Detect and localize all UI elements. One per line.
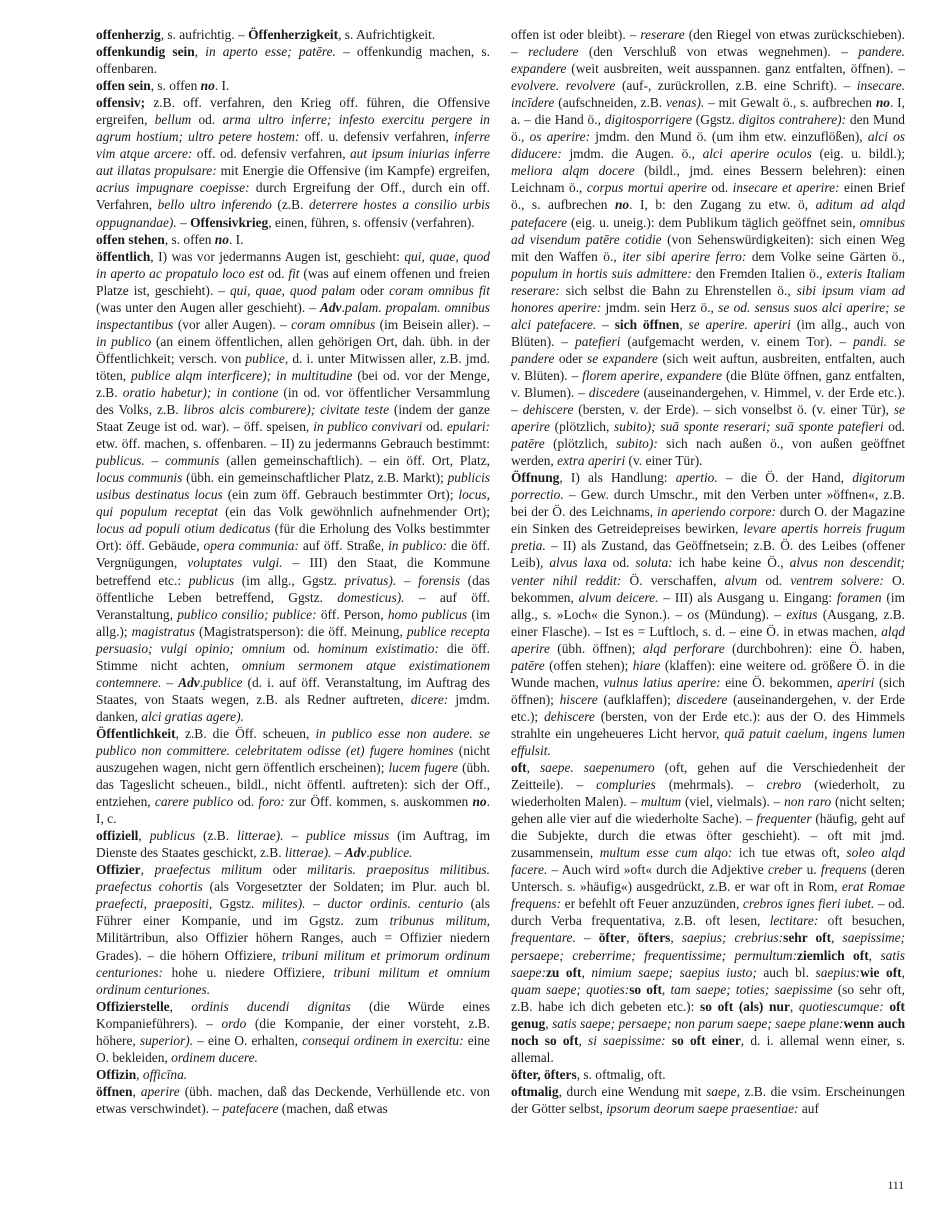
dictionary-entry: Öffnung, I) als Handlung: apertio. – die Ö. der Hand, digitorum porrectio. – Gew. durch Umschr., mit den Verben unter »öffnen«, z.B. bei der Ö. des Leichnams, in aperiendo corpore: durch O. der Magazine ein Sinken des Getreidepreises bewirken, levare apertis horreis frugum pretia. – II) als Zustand, das Geöffnetsein; z.B. Ö. des Leibes (offener Leib), alvus laxa od. soluta: ich habe keine Ö., alvus non descendit; venter nihil reddit: Ö. verschaffen, alvum od. ventrem solvere: O. bekommen, alvum deicere. – III) als Ausgang u. Eingang: foramen (im allg., s. »Loch« die Synon.). – os (Mündung). – exitus (Ausgang, z.B. einer Flasche). – Ist es = Luftloch, s. d. – eine Ö. in etwas machen, alqd aperire (übh. öffnen); alqd perforare (durchbohren): eine Ö. haben, patēre (offen stehen); hiare (klaffen): eine weitere od. größere Ö. in die Wunde machen, vulnus latius aperire: eine Ö. bekommen, aperiri (sich öffnen); hiscere (aufklaffen); discedere (auseinandergehen, v. der Erde etc.); dehiscere (bersten, von der Erde etc.): aus der O. des Himmels strahlte ein ungeheueres Licht hervor, quā patuit caelum, ingens lumen effulsit.	[511, 470, 906, 758]
right-column	[511, 26, 905, 1117]
dictionary-entry: oft, saepe. saepenumero (oft, gehen auf die Verschiedenheit der Zeitteile). – compluries (mehrmals). – crebro (wiederholt, zu wiederholten Malen). – multum (viel, vielmals). – non raro (nicht selten; gehen alle vier auf die wiederholte Sache). – frequenter (häufig, geht auf die Subjekte, durch die etwas öfter geschieht). – oft mit jmd. zusammensein, multum esse cum alqo: ich tue etwas oft, soleo alqd facere. – Auch wird »oft« durch die Adjektive creber u. frequens (deren Untersch. s. »häufig«) ausgedrückt, z.B. er war oft in Rom, erat Romae frequens: er befehlt oft Feuer anzuzünden, crebros ignes fieri iubet. – od. durch Verba frequentativa, z.B. oft lesen, lectitare: oft besuchen, frequentare. – öfter, öfters, saepius; crebrius:sehr oft, saepissime; persaepe; creberrime; frequentissime; permultum:ziemlich oft, satis saepe:zu oft, nimium saepe; saepius iusto; auch bl. saepius:wie oft, quam saepe; quoties:so oft, tam saepe; toties; saepissime (so sehr oft, z.B. habe ich dich gebeten etc.): so oft (als) nur, quotiescumque: oft genug, satis saepe; persaepe; non parum saepe; saepe plane:wenn auch noch so oft, si saepissime: so oft einer, d. i. allemal wenn einer, s. allemal.	[511, 760, 906, 1065]
page-number: 111	[887, 1180, 904, 1192]
dictionary-entry: Offizier, praefectus militum oder militaris. praepositus militibus. praefectus cohortis (als Vorgesetzter der Soldaten; im Plur. auch bl. praefecti, praepositi, Ggstz. milites). – ductor ordinis. centurio (als Führer einer Kompanie, und im Ggstz. zum tribunus militum, Militärtribun, also Offizier höhern Ranges, auch = Offizier niedern Grades). – die höhern Offiziere, tribuni militum et primorum ordinum centuriones: hohe u. niedere Offiziere, tribuni militum et omnium ordinum centuriones.	[96, 862, 491, 997]
left-column	[96, 26, 490, 1117]
dictionary-entry: Öffentlichkeit, z.B. die Öff. scheuen, in publico esse non audere. se publico non committere. celebritatem odisse (et) fugere homines (nicht auszugehen wagen, nicht gern öffentlich erscheinen); lucem fugere (übh. das Tageslicht scheuen., bildl., nicht öffentl. auftreten): sich der Off., entziehen, carere publico od. foro: zur Öff. kommen, s. auskommen no. I, c.	[96, 725, 490, 827]
dictionary-entry: offen stehen, s. offen no. I.	[96, 231, 244, 247]
dictionary-entry: offenherzig, s. aufrichtig. – Öffenherzigkeit, s. Aufrichtigkeit.	[96, 27, 436, 42]
dictionary-entry: oftmalig, durch eine Wendung mit saepe, z.B. die vsim. Erscheinungen der Götter selbst, ipsorum deorum saepe praesentiae: auf	[511, 1083, 905, 1116]
dictionary-entry: Offizierstelle, ordinis ducendi dignitas (die Würde eines Kompanieführers). – ordo (die Kompanie, der einer vorsteht, z.B. höhere, superior). – eine O. erhalten, consequi ordinem in exercitu: eine O. bekleiden, ordinem ducere.	[96, 998, 490, 1065]
dictionary-entry: öfter, öfters, s. oftmalig, oft.	[511, 1066, 666, 1082]
dictionary-entry: offen ist oder bleibt). – reserare (den Riegel von etwas zurückschieben). – recludere (den Verschluß von etwas wegnehmen). – pandere. expandere (weit ausbreiten, weit ausspannen. ganz entfalten, öffnen). – evolvere. revolvere (auf-, zurückrollen, z.B. eine Schrift). – insecare. incīdere (aufschneiden, z.B. venas). – mit Gewalt ö., s. aufbrechen no. I, a. – die Hand ö., digitosporrigere (Ggstz. digitos contrahere): den Mund ö., os aperire: jmdm. den Mund ö. (um ihm etw. einzuflößen), alci os diducere: jmdm. die Augen. ö., alci aperire oculos (eig. u. bildl.); meliora alqm docere (bildl., jmd. eines Bessern belehren): einen Leichnam ö., corpus mortui aperire od. insecare et aperire: einen Brief ö., s. aufbrechen no. I, b: den Zugang zu etw. ö, aditum ad alqd patefacere (eig. u. uneig.): dem Publikum täglich geöffnet sein, omnibus ad visendum patēre cotidie (von Sehenswürdigkeiten): sich einen Weg mit den Waffen ö., iter sibi aperire ferro: dem Volke seine Gärten ö., populum in hortis suis admittere: den Fremden Italien ö., exteris Italiam reserare: sich selbst die Bahn zu Ehrenstellen ö., sibi ipsum viam ad honores aperire: jmdm. sein Herz ö., se od. sensus suos alci aperire; se alci patefacere. – sich öffnen, se aperire. aperiri (im allg., auch von Blüten). – patefieri (aufgemacht werden, v. einem Tor). – pandi. se pandere oder se expandere (sich weit auftun, ausbreiten, entfalten, auch v. Blüten). – florem aperire, expandere (die Blüte öffnen, ganz entfalten, v. Blumen). – discedere (auseinandergehen, v. Himmel, v. der Erde etc.). – dehiscere (bersten, v. der Erde). – sich vonselbst ö. (v. einer Tür), se aperire (plötzlich, subito); suā sponte reserari; suā sponte patefieri od. patēre (plötzlich, subito): sich nach außen ö., von außen geöffnet werden, extra aperiri (v. einer Tür).	[511, 27, 906, 469]
dictionary-entry: öffentlich, I) was vor jedermanns Augen ist, geschieht: qui, quae, quod in aperto ac propatulo loco est od. fit (was auf einem offenen und freien Platze ist, geschieht). – qui, quae, quod palam oder coram omnibus fit (was unter den Augen aller geschieht). – Adv.palam. propalam. omnibus inspectantibus (vor aller Augen). – coram omnibus (im Beisein aller). – in publico (an einem öffentlichen, allen gehörigen Ort, dah. übh. in der Öffentlichkeit; versch. von publice, d. i. unter Mitwissen aller, z.B. jmd. töten, publice alqm interficere); in multitudine (bei od. vor der Menge, z.B. oratio habetur); in contione (in od. vor öffentlicher Versammlung des Volks, z.B. libros alcis comburere); civitate teste (indem der ganze Staat Zeuge ist od. war). – öff. speisen, in publico convivari od. epulari: etw. öff. machen, s. offenbaren. – II) zu jedermanns Gebrauch bestimmt: publicus. – communis (allen gemeinschaftlich). – ein öff. Ort, Platz, locus communis (übh. ein gemeinschaftlicher Platz, z.B. Markt); publicis usibus destinatus locus (ein zum öff. Gebrauch bestimmter Ort); locus, qui populum receptat (ein das Volk gewöhnlich aufnehmender Ort); locus ad populi otium dedicatus (für die Erholung des Volks bestimmter Ort): öff. Gebäude, opera communia: auf öff. Straße, in publico: die öff. Vergnügungen, voluptates vulgi. – III) den Staat, die Kommune betreffend etc.: publicus (im allg., Ggstz. privatus). – forensis (das öffentliche Leben betreffend, Ggstz. domesticus). – auf öff. Veranstaltung, publico consilio; publice: öff. Person, homo publicus (im allg.); magistratus (Magistratsperson): die öff. Meinung, publice recepta persuasio; vulgi opinio; omnium od. hominum existimatio: die öff. Stimme nicht achten, omnium sermonem atque existimationem contemnere. – Adv.publice (d. i. auf öff. Veranstaltung, im Auftrag des Staates, von Staats wegen, z.B. als Redner auftreten, dicere: jmdm. danken, alci gratias agere).	[96, 248, 491, 724]
dictionary-entry: offen sein, s. offen no. I.	[96, 78, 230, 94]
dictionary-entry: offenkundig sein, in aperto esse; patēre. – offenkundig machen, s. offenbaren.	[96, 44, 490, 77]
dictionary-entry: offensiv; z.B. off. verfahren, den Krieg off. führen, die Offensive ergreifen, bellum od. arma ultro inferre; infesto exercitu pergere in agrum hostium; ultro petere hostem: off. u. defensiv verfahren, inferre vim atque arcere: off. od. defensiv verfahren, aut ipsum iniurias inferre aut illatas propulsare: mit Energie die Offensive (im Kampfe) ergreifen, acrius impugnare coepisse: durch Ergreifung der Off., durch ein off. Verfahren, bello ultro inferendo (z.B. deterrere hostes a consilio urbis oppugnandae). – Offensivkrieg, einen, führen, s. offensiv (verfahren).	[96, 95, 491, 230]
dictionary-entry: offiziell, publicus (z.B. litterae). – publice missus (im Auftrag, im Dienste des Staates geschickt, z.B. litterae). – Adv.publice.	[96, 828, 491, 861]
dictionary-entry: öffnen, aperire (übh. machen, daß das Deckende, Verhüllende etc. von etwas verschwindet). – patefacere (machen, daß etwas	[96, 1083, 490, 1116]
dictionary-entry: Offizin, officīna.	[96, 1066, 188, 1082]
